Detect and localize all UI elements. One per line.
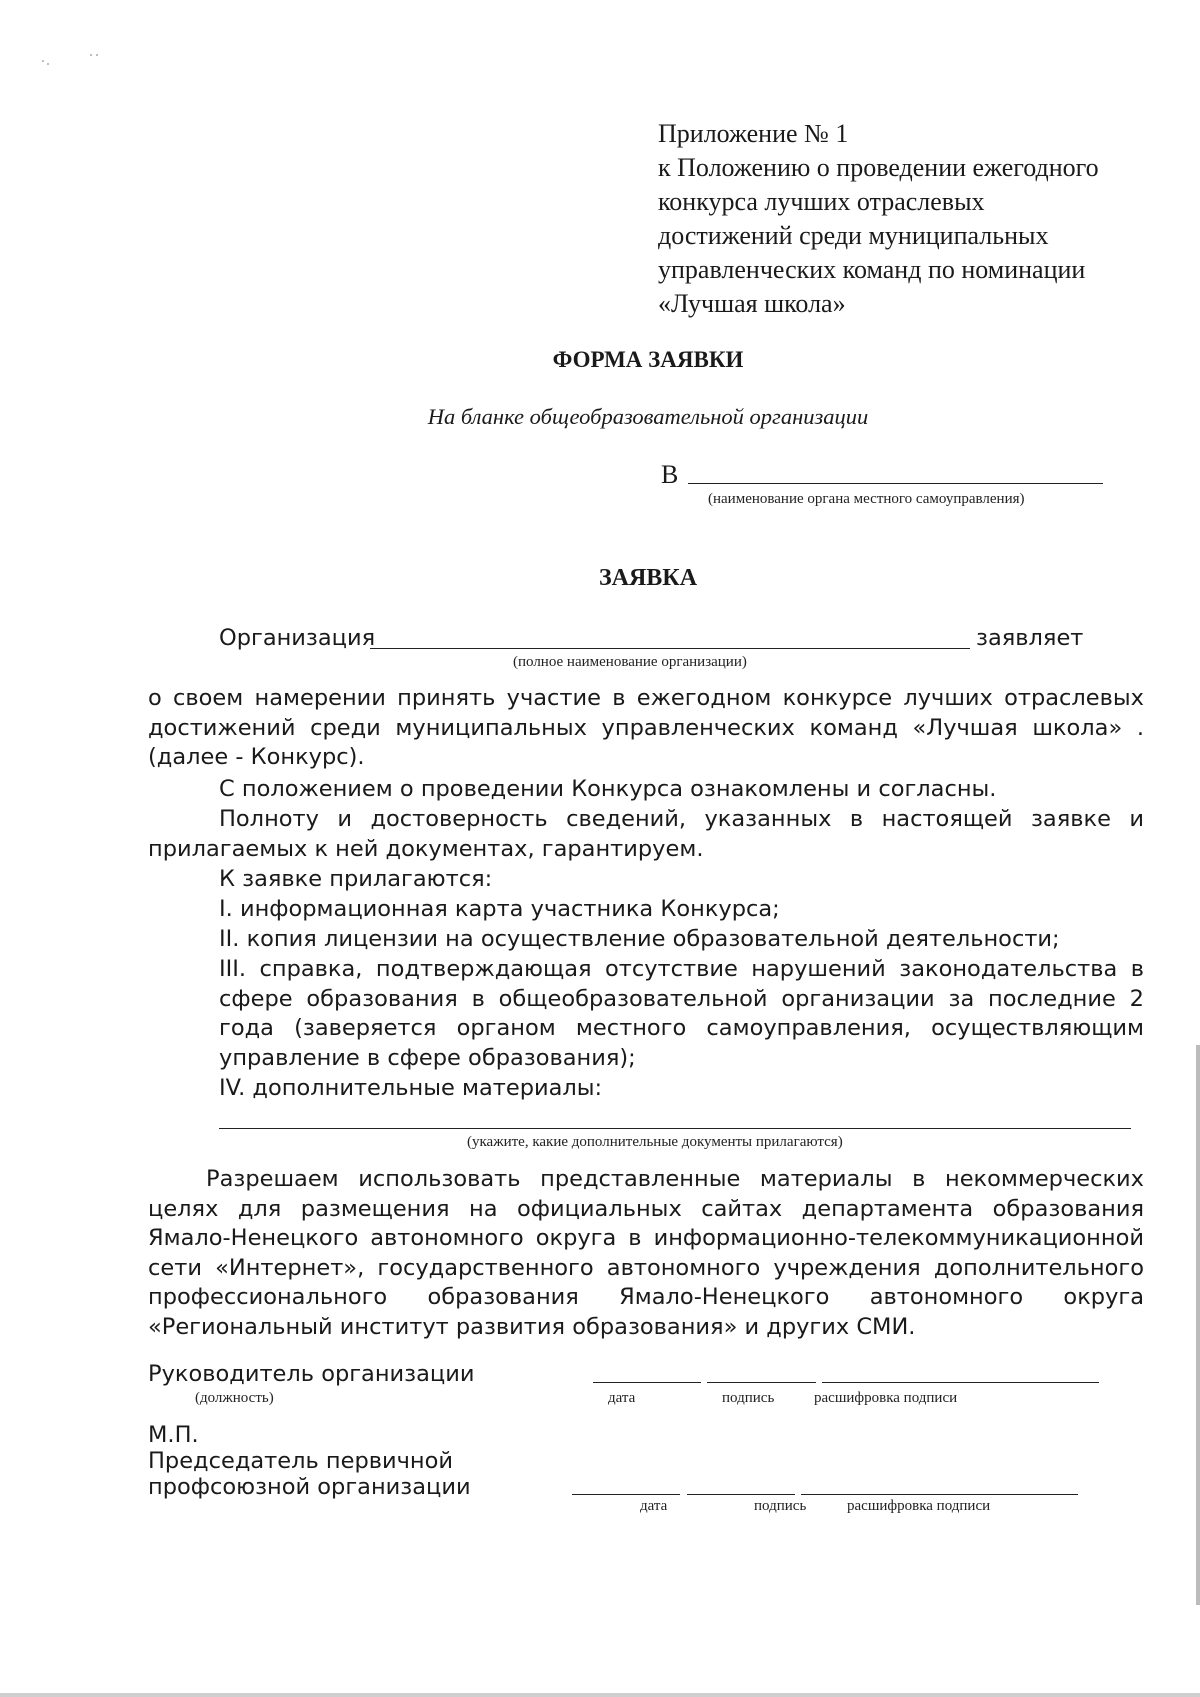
- head-decoding-line[interactable]: [822, 1382, 1099, 1383]
- attachment-item: I. информационная карта участника Конкурса;: [219, 896, 780, 922]
- annex-line: «Лучшая школа»: [658, 289, 846, 318]
- head-signature-line[interactable]: [707, 1382, 816, 1383]
- union-decoding-caption: расшифровка подписи: [847, 1498, 991, 1514]
- head-decoding-caption: расшифровка подписи: [814, 1390, 958, 1406]
- seal-label: М.П.: [148, 1422, 199, 1448]
- letterhead-note: На бланке общеобразовательной организации: [427, 404, 869, 429]
- annex-line: к Положению о проведении ежегодного: [658, 153, 1099, 182]
- attachment-item: III. справка, подтверждающая отсутствие нарушений законодательства в сфере образования в общеобразовательной организации за последние 2 года (заверяется органом местного самоуправления, осуществляющим управление в сфере образования);: [219, 956, 1144, 1071]
- union-title-line: профсоюзной организации: [148, 1474, 471, 1500]
- permission-paragraph: Разрешаем использовать представленные материалы в некоммерческих целях для размещения на официальных сайтах департамента образования Ямало-Ненецкого автономного округа в информационно-телекоммуникационной сети «Интернет», государственного автономного учреждения дополнительного профессионального образования Ямало-Ненецкого автономного округа «Региональный институт развития образования» и других СМИ.: [148, 1166, 1144, 1340]
- union-date-line[interactable]: [572, 1494, 680, 1495]
- annex-line: управленческих команд по номинации: [658, 255, 1086, 284]
- head-date-caption: дата: [608, 1390, 636, 1406]
- addressee-caption: (наименование органа местного самоуправления): [708, 491, 1025, 507]
- intro-paragraph: о своем намерении принять участие в ежегодном конкурсе лучших отраслевых достижений среди муниципальных управленческих команд «Лучшая школа» .(далее - Конкурс).: [148, 685, 1144, 770]
- attachment-item: II. копия лицензии на осуществление образовательной деятельности;: [219, 926, 1060, 952]
- guarantee-paragraph: Полноту и достоверность сведений, указанных в настоящей заявке и прилагаемых к ней документах, гарантируем.: [148, 806, 1144, 862]
- scan-speck: [47, 63, 49, 65]
- organization-suffix: заявляет: [976, 625, 1084, 651]
- scan-speck: [42, 60, 44, 62]
- annex-line: достижений среди муниципальных: [658, 221, 1049, 250]
- form-title: ФОРМА ЗАЯВКИ: [552, 347, 744, 372]
- additional-materials-line[interactable]: [219, 1128, 1131, 1129]
- organization-line[interactable]: [370, 648, 970, 649]
- head-position-caption: (должность): [195, 1390, 274, 1406]
- application-title: ЗАЯВКА: [598, 565, 698, 591]
- organization-label: Организация: [219, 625, 376, 651]
- addressee-line[interactable]: [688, 483, 1103, 484]
- union-signature-caption: подпись: [754, 1498, 807, 1514]
- annex-line: конкурса лучших отраслевых: [658, 187, 985, 216]
- scan-edge-right: [1196, 1045, 1200, 1605]
- additional-materials-caption: (укажите, какие дополнительные документы прилагаются): [467, 1134, 843, 1150]
- head-title: Руководитель организации: [148, 1361, 475, 1387]
- head-signature-caption: подпись: [722, 1390, 775, 1406]
- head-date-line[interactable]: [593, 1382, 701, 1383]
- annex-block: [658, 117, 1099, 321]
- attachment-item: IV. дополнительные материалы:: [219, 1075, 603, 1101]
- union-date-caption: дата: [640, 1498, 668, 1514]
- scan-speck: [96, 54, 98, 56]
- union-signature-line[interactable]: [687, 1494, 795, 1495]
- union-title-line: Председатель первичной: [148, 1448, 454, 1474]
- addressee-prefix: В: [661, 460, 679, 489]
- union-decoding-line[interactable]: [801, 1494, 1078, 1495]
- agreement-paragraph: С положением о проведении Конкурса ознакомлены и согласны.: [219, 776, 997, 802]
- scan-speck: [90, 54, 92, 56]
- annex-line: Приложение № 1: [658, 119, 849, 148]
- scan-edge-bottom: [0, 1693, 1200, 1697]
- attachments-label: К заявке прилагаются:: [219, 866, 493, 892]
- organization-caption: (полное наименование организации): [513, 654, 747, 670]
